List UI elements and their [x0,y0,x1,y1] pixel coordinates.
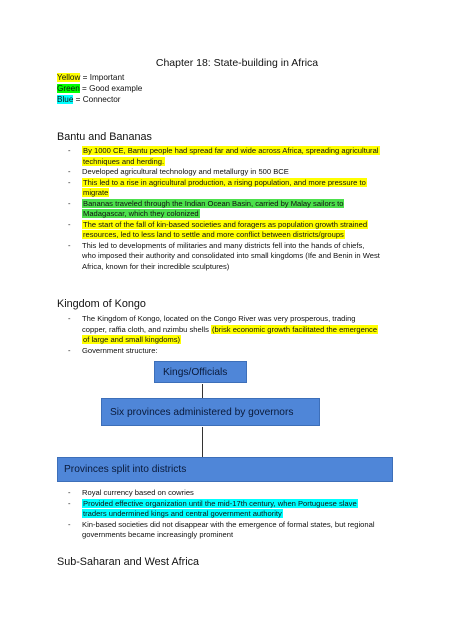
list-item: - The start of the fall of kin-based societies and foragers as population growth strained resources, led to less land to settle and more conflict between districts/groups [68,219,368,239]
connector-line [202,384,203,398]
section-heading-bantu: Bantu and Bananas [57,131,152,143]
legend-green [57,83,142,94]
list-item: - Bananas traveled through the Indian Ocean Basin, carried by Malay sailors to Madagascar, which they colonized [68,198,344,218]
bantu-list [57,146,417,272]
legend-yellow-label: Yellow [57,73,81,82]
legend-green-label: Green [57,84,80,93]
page-title: Chapter 18: State-building in Africa [155,57,319,69]
legend-blue [57,94,121,105]
list-item: - Kin-based societies did not disappear with the emergence of formal states, but regional governments became increasingly prominent [68,519,375,539]
diagram-box-kings: Kings/Officials [154,361,247,383]
section-heading-kongo: Kingdom of Kongo [57,298,146,310]
list-item: - This led to developments of militaries and many districts fell into the hands of chiefs, who imposed their authority and consolidated into small kingdoms (Ife and Benin in West Africa, known for their incredible sculptures) [68,240,380,271]
list-item: - Government structure: [68,345,158,355]
list-item: - By 1000 CE, Bantu people had spread far and wide across Africa, spreading agricultural techniques and herding. [68,146,379,166]
connector-line [202,427,203,457]
kongo-list-after [57,488,417,541]
diagram-box-districts: Provinces split into districts [57,457,393,482]
legend-blue-label: Blue [57,95,74,104]
legend-yellow-text: = Important [80,73,125,82]
list-item: - Royal currency based on cowries [68,488,194,497]
list-item: - This led to a rise in agricultural production, a rising population, and more pressure to migrate [68,177,366,197]
list-item: - The Kingdom of Kongo, located on the Congo River was very prosperous, trading copper, raffia cloth, and nzimbu shells (brisk economic growth facilitated the emergence of large and small kingdoms) [68,314,378,344]
list-item: - Developed agricultural technology and metallurgy in 500 BCE [68,167,289,176]
legend-green-text: = Good example [79,84,143,93]
legend-yellow [57,72,124,83]
list-item: - Provided effective organization until the mid-17th century, when Portuguese slave traders undermined kings and central government authority [68,498,357,518]
diagram-box-provinces: Six provinces administered by governors [101,398,320,426]
kongo-list [57,314,417,356]
legend-blue-text: = Connector [73,95,121,104]
section-heading-subsaharan: Sub-Saharan and West Africa [57,556,200,568]
